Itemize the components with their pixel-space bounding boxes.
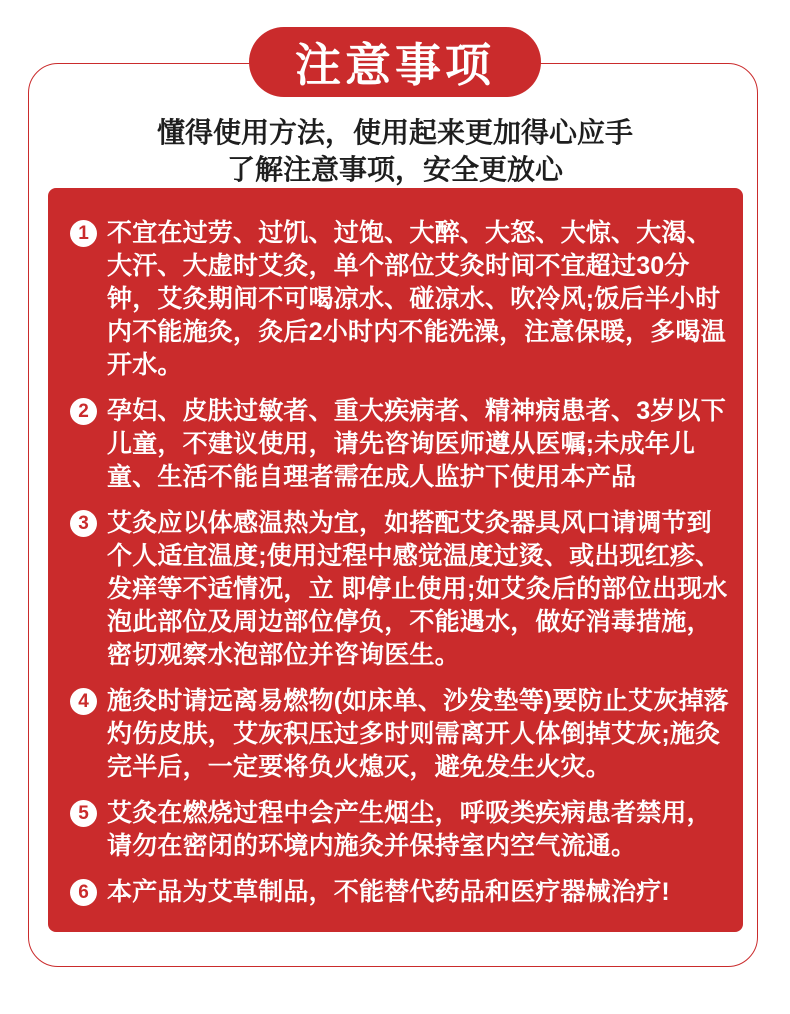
note-item-4	[70, 685, 735, 784]
note-text: 本产品为艾草制品，不能替代药品和医疗器械治疗!	[107, 878, 670, 906]
note-number-badge: 4	[70, 688, 97, 715]
notes-panel	[48, 188, 743, 932]
subtitle	[0, 114, 790, 188]
note-item-2	[70, 395, 735, 494]
subtitle-line-2: 了解注意事项，安全更放心	[226, 154, 563, 185]
note-text: 艾灸应以体感温热为宜，如搭配艾灸器具风口请调节到个人适宜温度;使用过程中感觉温度过烫、或出现红疹、发痒等不适情况，立 即停止使用;如艾灸后的部位出现水泡此部位及周边部位停负，不能遇水，做好消毒措施，密切观察水泡部位并咨询医生。	[107, 509, 728, 669]
note-item-6	[70, 876, 735, 909]
note-text: 不宜在过劳、过饥、过饱、大醉、大怒、大惊、大渴、大汗、大虚时艾灸，单个部位艾灸时间不宜超过30分钟，艾灸期间不可喝凉水、碰凉水、吹冷风;饭后半小时内不能施灸，灸后2小时内不能洗澡，注意保暖，多喝温开水。	[107, 219, 726, 379]
note-number-badge: 2	[70, 398, 97, 425]
note-number-badge: 1	[70, 220, 97, 247]
note-number-badge: 3	[70, 510, 97, 537]
page-title: 注意事项	[295, 39, 495, 91]
note-item-3	[70, 507, 735, 672]
note-number-badge: 6	[70, 879, 97, 906]
note-text: 艾灸在燃烧过程中会产生烟尘，呼吸类疾病患者禁用，请勿在密闭的环境内施灸并保持室内空气流通。	[107, 799, 712, 860]
note-text: 施灸时请远离易燃物(如床单、沙发垫等)要防止艾灰掉落灼伤皮肤，艾灰积压过多时则需离开人体倒掉艾灰;施灸完半后，一定要将负火熄灭，避免发生火灾。	[107, 687, 729, 781]
note-text: 孕妇、皮肤过敏者、重大疾病者、精神病患者、3岁以下儿童，不建议使用，请先咨询医师遵从医嘱;未成年儿童、生活不能自理者需在成人监护下使用本产品	[107, 397, 726, 491]
title-banner	[249, 27, 541, 97]
subtitle-line-1: 懂得使用方法，使用起来更加得心应手	[156, 117, 633, 148]
note-number-badge: 5	[70, 800, 97, 827]
note-item-5	[70, 797, 735, 863]
note-item-1	[70, 217, 735, 382]
